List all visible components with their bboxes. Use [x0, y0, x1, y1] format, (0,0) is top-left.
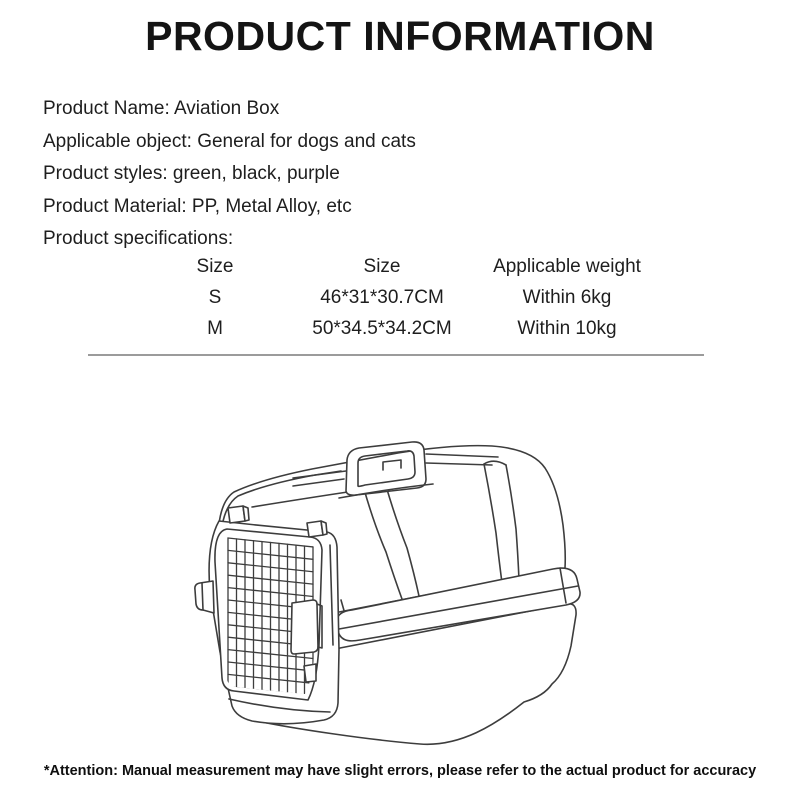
- detail-line-product-name: Product Name: Aviation Box: [43, 98, 280, 119]
- page-title: PRODUCT INFORMATION: [145, 13, 655, 59]
- spec-cell-dimensions: 50*34.5*34.2CM: [312, 317, 452, 339]
- detail-line-applicable-object: Applicable object: General for dogs and cats: [43, 130, 416, 152]
- spec-table: [130, 251, 670, 344]
- carrier-hinge-tab: [195, 581, 214, 613]
- spec-header-dimensions: Size: [363, 255, 401, 277]
- detail-line-product-material: Product Material: PP, Metal Alloy, etc: [43, 195, 352, 217]
- spec-table-header-row: [130, 251, 670, 282]
- spec-cell-weight: Within 6kg: [522, 286, 612, 308]
- spec-cell-size: M: [207, 317, 223, 339]
- detail-line-product-specifications: Product specifications:: [43, 228, 234, 249]
- attention-footnote: *Attention: Manual measurement may have slight errors, please refer to the actual product for accuracy: [43, 763, 757, 779]
- product-details: [43, 93, 416, 256]
- detail-line-product-styles: Product styles: green, black, purple: [43, 163, 340, 184]
- divider-line: [88, 354, 704, 356]
- spec-cell-size: S: [208, 286, 222, 308]
- spec-table-row-s: [130, 282, 670, 313]
- aviation-box-illustration: [160, 430, 630, 750]
- spec-cell-weight: Within 10kg: [517, 317, 617, 339]
- spec-header-weight: Applicable weight: [493, 255, 641, 277]
- spec-table-row-m: [130, 313, 670, 344]
- spec-header-size: Size: [196, 255, 234, 277]
- spec-cell-dimensions: 46*31*30.7CM: [320, 286, 444, 308]
